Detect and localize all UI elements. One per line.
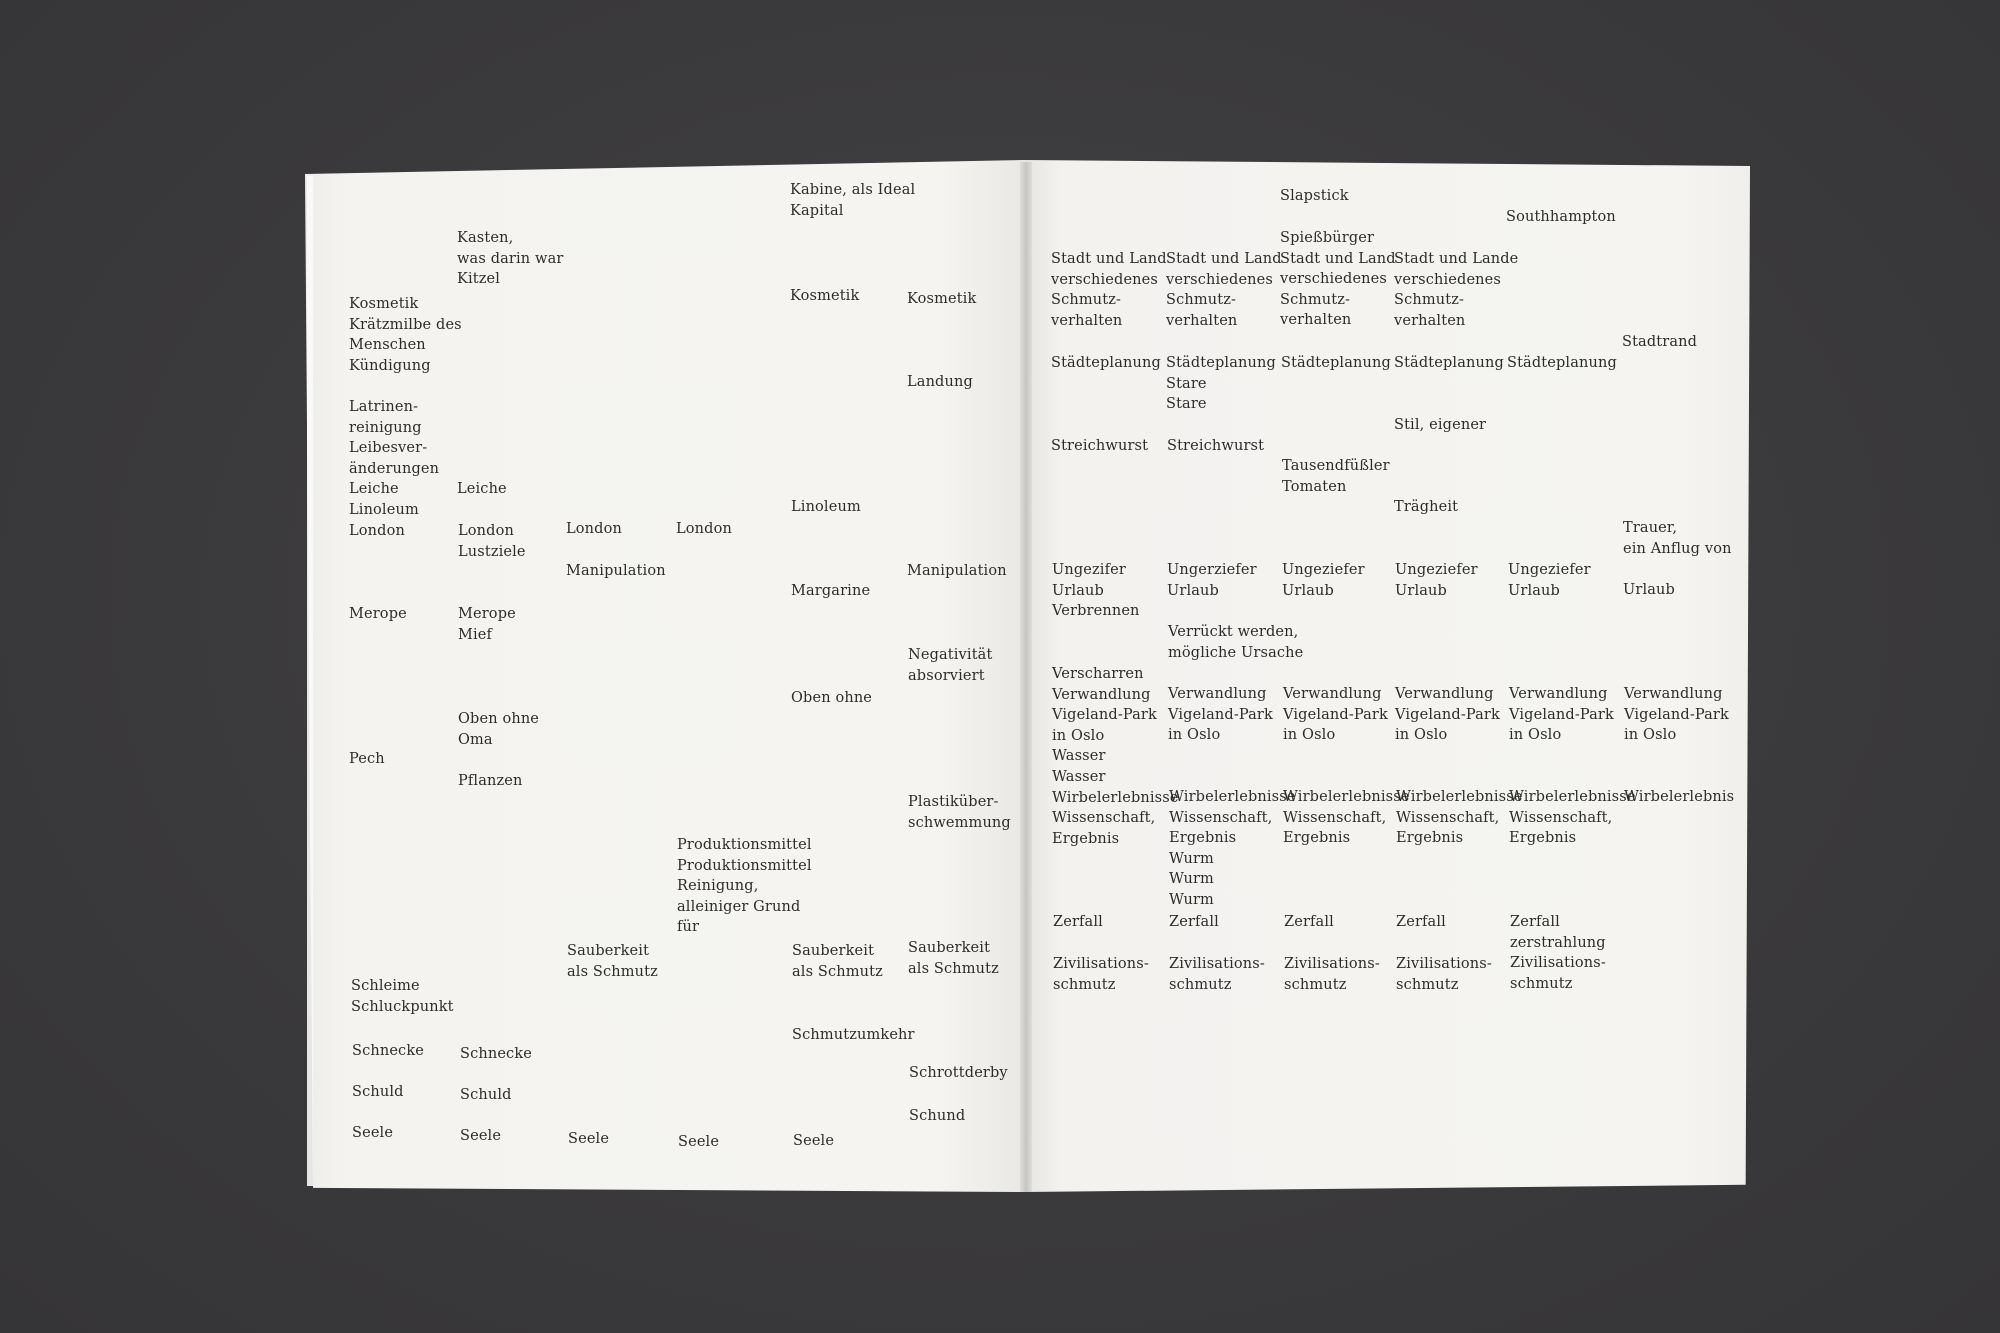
index-entry: Stadt und Land verschiedenes Schmutz- verhalten	[1166, 251, 1282, 329]
index-entry: Linoleum	[791, 499, 861, 515]
index-entry: Kosmetik	[790, 288, 860, 304]
index-entry: Stadt und Lande verschiedenes Schmutz- verhalten	[1394, 251, 1519, 329]
index-entry: Städteplanung	[1507, 355, 1617, 371]
index-entry: Trauer, ein Anflug von	[1623, 520, 1732, 557]
index-entry: Leiche	[457, 481, 507, 497]
index-entry: Schrottderby	[909, 1065, 1008, 1081]
index-entry: Städteplanung Stare Stare	[1166, 355, 1276, 413]
index-entry: Pech	[349, 751, 385, 767]
index-entry: Schnecke	[352, 1043, 425, 1059]
index-entry: Zerfall	[1396, 914, 1446, 930]
index-entry: Zivilisations- schmutz	[1053, 956, 1149, 993]
index-entry: Zivilisations- schmutz	[1284, 956, 1380, 993]
index-entry: Southhampton	[1506, 209, 1616, 225]
index-entry: Stadt und Land verschiedenes Schmutz- verhalten	[1051, 251, 1167, 329]
index-entry: London	[566, 521, 622, 537]
index-entry: Wirbelerlebnisse Wissenschaft, Ergebnis	[1396, 789, 1523, 847]
index-entry: Oben ohne	[791, 690, 873, 706]
index-entry: Wirbelerlebnisse Wissenschaft, Ergebnis	[1283, 789, 1410, 847]
index-entry: Zerfall zerstrahlung Zivilisations- schmutz	[1510, 914, 1606, 992]
index-entry: Sauberkeit als Schmutz	[908, 940, 999, 977]
index-entry: Negativität absorviert	[908, 647, 993, 684]
index-entry: Zivilisations- schmutz	[1169, 956, 1265, 993]
index-entry: Ungeziefer Urlaub	[1508, 562, 1591, 599]
index-entry: Merope Mief	[458, 606, 516, 643]
index-entry: Zerfall	[1169, 914, 1219, 930]
index-entry: London	[676, 521, 732, 537]
index-entry: Kosmetik Krätzmilbe des Menschen Kündigung	[349, 296, 462, 374]
index-entry: Margarine	[791, 583, 871, 599]
index-entry: Pflanzen	[458, 773, 523, 789]
index-entry: Wirbelerlebnisse Wissenschaft, Ergebnis Wurm Wurm Wurm	[1169, 789, 1296, 908]
index-entry: Schuld	[460, 1087, 512, 1103]
index-entry: Streichwurst	[1167, 438, 1265, 454]
index-entry: Schleime Schluckpunkt	[351, 978, 454, 1015]
index-entry: Urlaub	[1623, 582, 1675, 598]
index-entry: Seele	[460, 1128, 502, 1144]
index-entry: Stadtrand	[1622, 334, 1698, 350]
page-edge	[307, 176, 313, 1186]
index-entry: Landung	[907, 374, 973, 390]
index-entry: Zerfall	[1053, 914, 1103, 930]
index-entry: London Lustziele	[458, 523, 526, 560]
index-entry: Spießbürger Stadt und Land verschiedenes Schmutz- verhalten	[1280, 230, 1396, 329]
index-entry: Zivilisations- schmutz	[1396, 956, 1492, 993]
index-entry: Seele	[352, 1125, 394, 1141]
index-entry: Verwandlung Vigeland-Park in Oslo	[1624, 686, 1729, 744]
index-entry: Schuld	[352, 1084, 404, 1100]
index-entry: Oben ohne Oma	[458, 711, 540, 748]
index-entry: Zerfall	[1284, 914, 1334, 930]
index-entry: Wirbelerlebnis	[1624, 789, 1735, 805]
index-entry: Manipulation	[907, 563, 1007, 579]
index-entry: Stil, eigener	[1394, 417, 1487, 433]
index-entry: Ungeziefer Urlaub	[1282, 562, 1365, 599]
index-entry: Verwandlung Vigeland-Park in Oslo	[1509, 686, 1614, 744]
index-entry: Produktionsmittel Produktionsmittel Reinigung, alleiniger Grund für	[677, 837, 812, 936]
index-entry: Tausendfüßler Tomaten	[1282, 458, 1390, 495]
index-entry: Seele	[568, 1131, 610, 1147]
index-entry: Kasten, was darin war Kitzel	[457, 230, 564, 288]
index-entry: Verwandlung Vigeland-Park in Oslo	[1283, 686, 1388, 744]
index-entry: Kosmetik	[907, 291, 977, 307]
index-entry: Slapstick	[1280, 188, 1349, 204]
index-entry: Verscharren Verwandlung Vigeland-Park in Oslo Wasser Wasser Wirbelerlebnisse Wissenschaft, Ergebnis	[1052, 666, 1179, 847]
index-entry: Schmutzumkehr	[792, 1027, 915, 1043]
index-entry: Schnecke	[460, 1046, 533, 1062]
index-entry: Schund	[909, 1108, 966, 1124]
index-entry: Verwandlung Vigeland-Park in Oslo	[1168, 686, 1273, 744]
index-entry: Städteplanung	[1051, 355, 1161, 371]
index-entry: Trägheit	[1394, 499, 1459, 515]
index-entry: Seele	[678, 1134, 720, 1150]
index-entry: Seele	[793, 1133, 835, 1149]
book-gutter	[1020, 162, 1032, 1192]
index-entry: Städteplanung	[1394, 355, 1504, 371]
index-entry: Verwandlung Vigeland-Park in Oslo	[1395, 686, 1500, 744]
index-entry: Wirbelerlebnisse Wissenschaft, Ergebnis	[1509, 789, 1636, 847]
index-entry: Merope	[349, 606, 407, 622]
index-entry: Latrinen- reinigung Leibesver- änderungen Leiche Linoleum London	[349, 399, 440, 539]
index-entry: Ungerziefer Urlaub	[1167, 562, 1257, 599]
index-entry: Streichwurst	[1051, 438, 1149, 454]
index-entry: Städteplanung	[1281, 355, 1391, 371]
index-entry: Ungezifer Urlaub Verbrennen	[1052, 562, 1140, 620]
index-entry: Verrückt werden, mögliche Ursache	[1168, 624, 1304, 661]
index-entry: Manipulation	[566, 563, 666, 579]
index-entry: Ungeziefer Urlaub	[1395, 562, 1478, 599]
index-entry: Kabine, als Ideal Kapital	[790, 182, 916, 219]
index-entry: Plastiküber- schwemmung	[908, 794, 1011, 831]
index-entry: Sauberkeit als Schmutz	[792, 943, 883, 980]
index-entry: Sauberkeit als Schmutz	[567, 943, 658, 980]
